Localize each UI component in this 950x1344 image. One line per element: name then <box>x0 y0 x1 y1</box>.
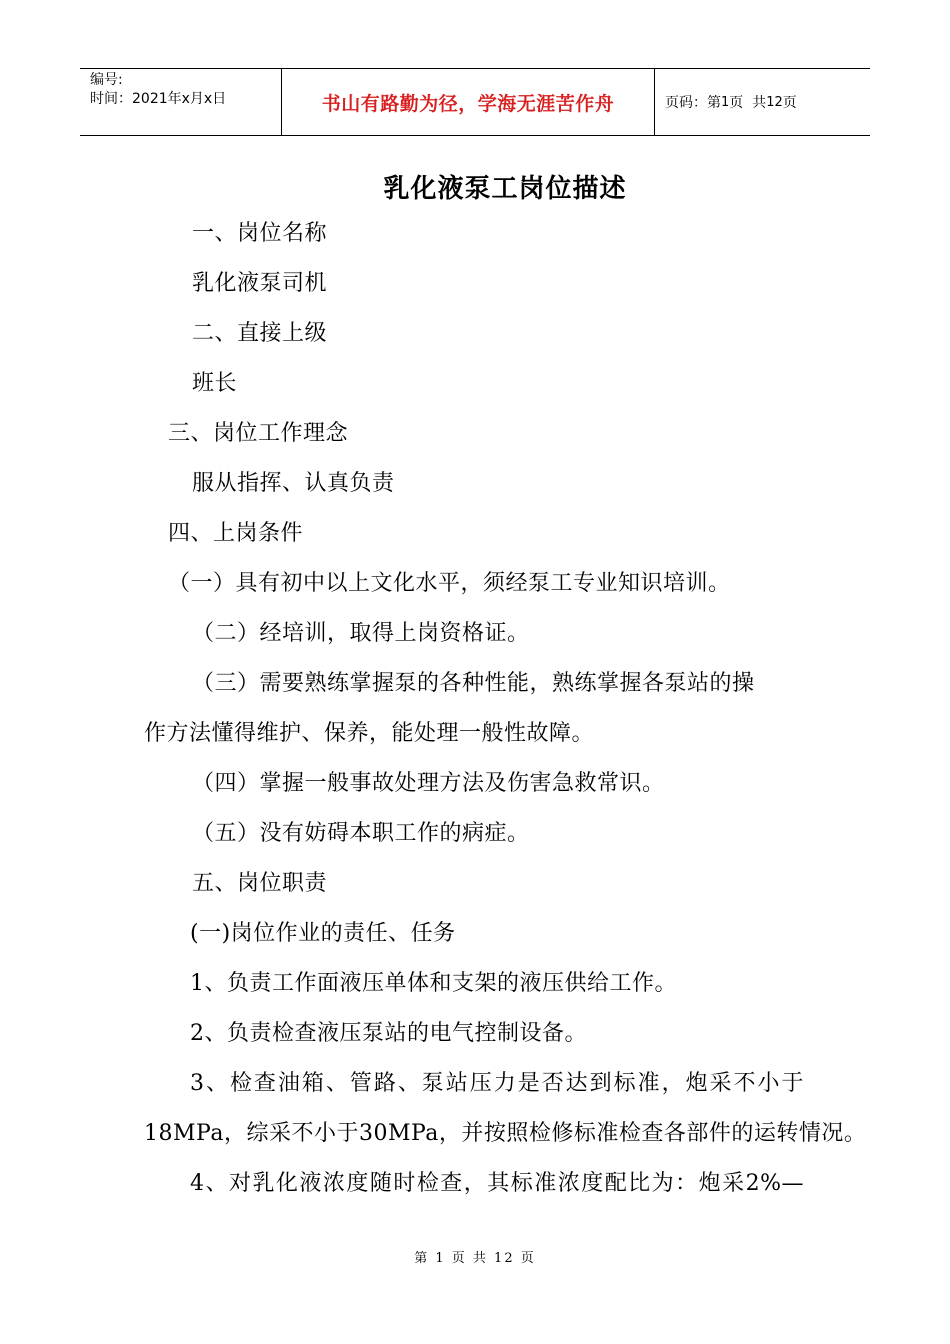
paragraph-line: 4、对乳化液浓度随时检查，其标准浓度配比为：炮采2%— <box>190 1171 804 1196</box>
section-heading: 二、直接上级 <box>192 321 328 346</box>
header-meta <box>80 69 282 135</box>
paragraph-line: 乳化液泵司机 <box>192 271 328 296</box>
subsection-heading: (一)岗位作业的责任、任务 <box>190 921 456 946</box>
paragraph-line: 2、负责检查液压泵站的电气控制设备。 <box>190 1021 587 1046</box>
paragraph-line: （三）需要熟练掌握泵的各种性能，熟练掌握各泵站的操 <box>192 671 755 696</box>
page-info-suffix: 页 <box>782 95 797 111</box>
paragraph-line: 1、负责工作面液压单体和支架的液压供给工作。 <box>190 971 677 996</box>
page-info-current: 1 <box>721 94 730 110</box>
document-title: 乳化液泵工岗位描述 <box>383 174 627 204</box>
paragraph-line: 服从指挥、认真负责 <box>192 471 395 496</box>
document-number-label: 编号: <box>90 72 123 88</box>
document-time-label: 时间：2021年x月x日 <box>90 91 227 107</box>
page-info-total: 12 <box>766 94 783 110</box>
page-footer: 第 1 页 共 12 页 <box>414 1251 536 1266</box>
section-heading: 四、上岗条件 <box>168 521 304 546</box>
paragraph-line: 18MPa，综采不小于30MPa，并按照检修标准检查各部件的运转情况。 <box>144 1121 867 1146</box>
document-header <box>80 68 870 136</box>
header-motto: 书山有路勤为径，学海无涯苦作舟 <box>321 92 615 115</box>
paragraph-line: （五）没有妨碍本职工作的病症。 <box>192 821 530 846</box>
header-page-info <box>655 69 870 135</box>
section-heading: 一、岗位名称 <box>192 221 328 246</box>
page-info-mid: 页 共 <box>729 95 767 111</box>
page-info-prefix: 页码：第 <box>665 95 721 111</box>
section-heading: 五、岗位职责 <box>192 871 328 896</box>
paragraph-line: 3、检查油箱、管路、泵站压力是否达到标准，炮采不小于 <box>190 1071 804 1096</box>
paragraph-line: 班长 <box>192 371 238 396</box>
paragraph-line: （四）掌握一般事故处理方法及伤害急救常识。 <box>192 771 665 796</box>
paragraph-line: （二）经培训，取得上岗资格证。 <box>192 621 530 646</box>
section-heading: 三、岗位工作理念 <box>168 421 349 446</box>
paragraph-line: （一）具有初中以上文化水平，须经泵工专业知识培训。 <box>168 571 731 596</box>
header-motto-cell <box>282 69 655 135</box>
paragraph-line: 作方法懂得维护、保养，能处理一般性故障。 <box>144 721 595 746</box>
